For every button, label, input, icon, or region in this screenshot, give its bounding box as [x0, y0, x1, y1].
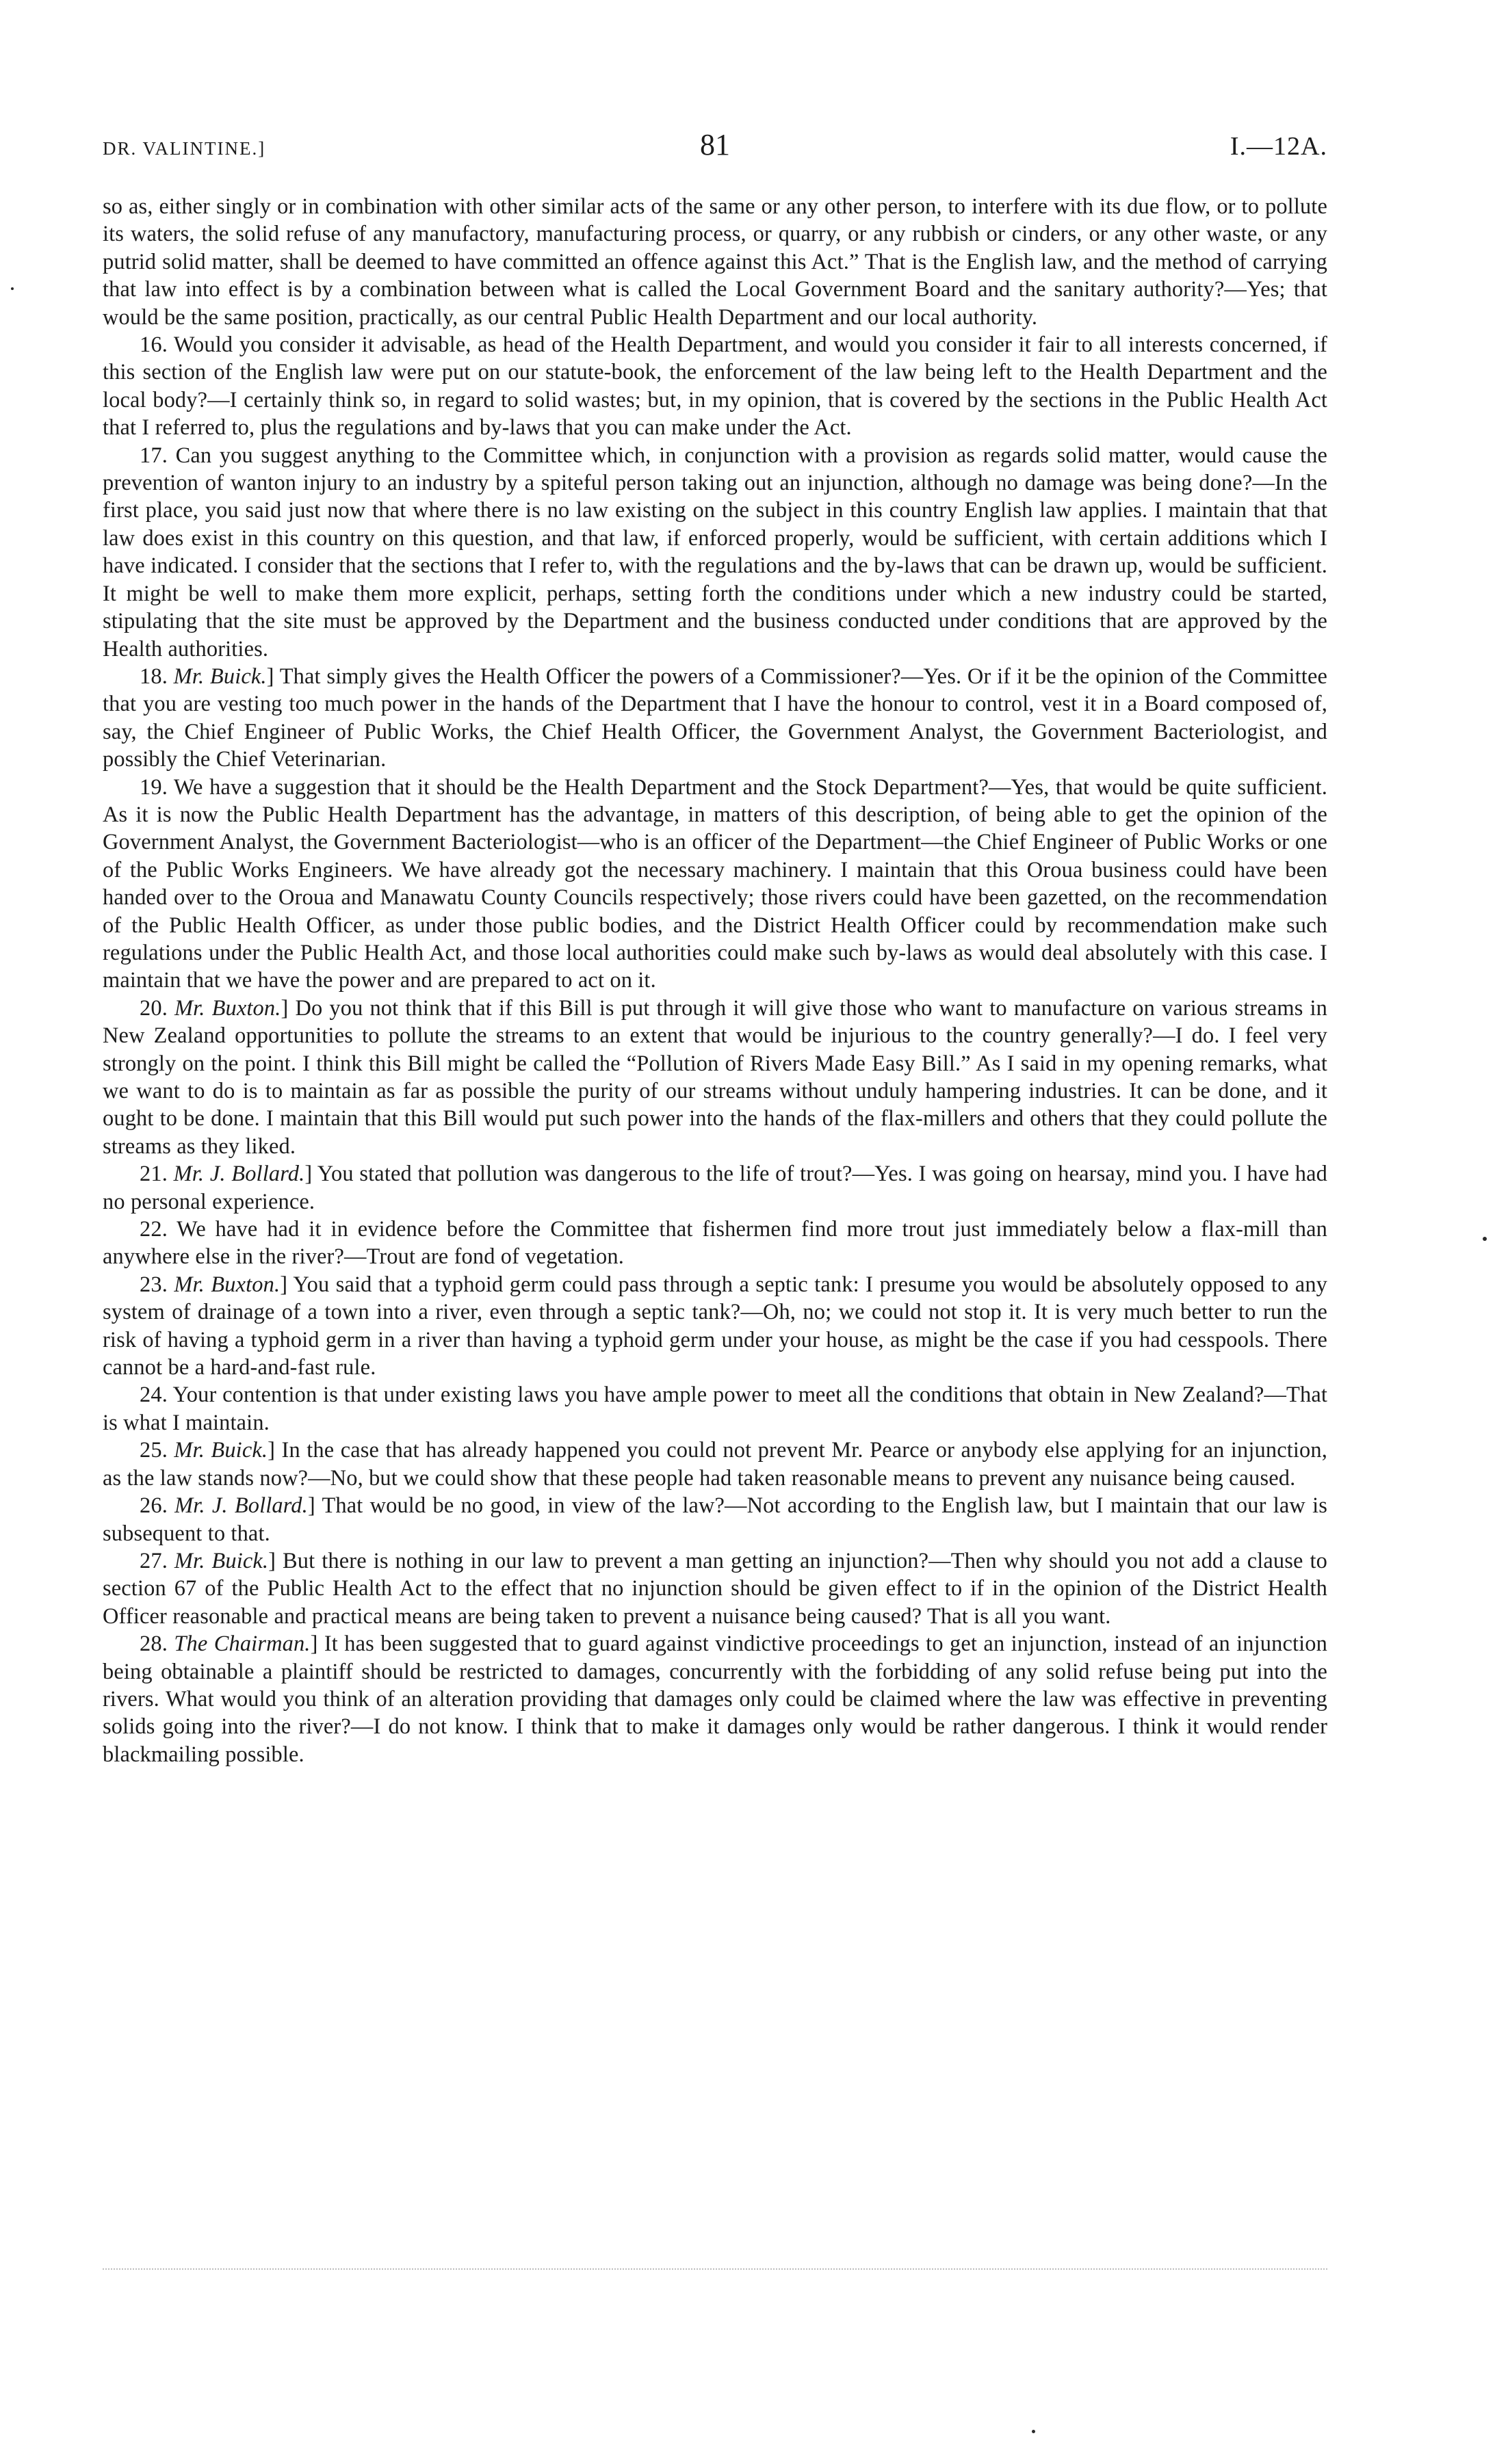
paragraph-text: 24. Your contention is that under existing laws you have ample power to meet all the conditions that obtain in New Zealand?—That is what I maintain. — [103, 1382, 1327, 1435]
paragraph-text: 16. Would you consider it advisable, as head of the Health Department, and would you consider it fair to all interests concerned, if this section of the English law were put on our statute-book, the enforcement of the law being left to the Health Department and the local body?—I certainly think so, in regard to solid wastes; but, in my opinion, that is covered by the sections in the Public Health Act that I referred to, plus the regulations and by-laws that you can make under the Act. — [103, 332, 1327, 441]
question-number: 18. — [140, 664, 168, 689]
paragraph-19 — [103, 774, 1327, 995]
speaker-name: Mr. Buick. — [174, 1438, 268, 1463]
speaker-name: Mr. J. Bollard. — [174, 1493, 308, 1519]
speaker-name: Mr. Buick. — [173, 664, 267, 689]
paragraph-text: ] Do you not think that if this Bill is put through it will give those who want to manufacture on various streams in New Zealand opportunities to pollute the streams to an extent that would be injurious to the country generally?—I do. I feel very strongly on the point. I think this Bill might be called the “Pollution of Rivers Made Easy Bill.” As I said in my opening remarks, what we want to do is to maintain as far as possible the purity of our streams without unduly hampering industries. It can be done, and it ought to be done. I maintain that this Bill would put such power into the hands of the flax-millers and others that they could pollute the streams as they liked. — [103, 995, 1328, 1159]
question-number: 28. — [140, 1631, 168, 1657]
paragraph-26 — [103, 1492, 1327, 1547]
paragraph-24 — [103, 1381, 1327, 1437]
page-number: 81 — [700, 128, 730, 161]
paragraph-16 — [103, 331, 1327, 442]
paragraph-text: ] But there is nothing in our law to prevent a man getting an injunction?—Then why should you not add a clause to section 67 of the Public Health Act to the effect that no injunction should be given effect to if in the opinion of the District Health Officer reasonable and practical means are being taken to prevent a nuisance being caused? That is all you want. — [103, 1548, 1327, 1629]
paragraph-text: ] In the case that has already happened you could not prevent Mr. Pearce or anybody else applying for an injunction, as the law stands now?—No, but we could show that these people had taken reasonable means to prevent any nuisance being caused. — [103, 1438, 1327, 1491]
paragraph-text: ] That would be no good, in view of the law?—Not according to the English law, but I maintain that our law is subsequent to that. — [103, 1493, 1328, 1546]
question-number: 27. — [140, 1548, 168, 1573]
paragraph-text: 19. We have a suggestion that it should be the Health Department and the Stock Department?—Yes, that would be quite sufficient. As it is now the Public Health Department has the advantage, in matters of this description, of being able to get the opinion of the Government Analyst, the Government Bacteriologist—who is an officer of the Department—the Chief Engineer of Public Works or one of the Public Works Engineers. We have already got the necessary machinery. I maintain that this Oroua business could have been handed over to the Oroua and Manawatu County Councils respectively; those rivers could have been gazetted, on the recommendation of the Public Health Officer, as under those public bodies, and the District Health Officer could by recommendation make such regulations under the Public Health Act, and those local authorities could make such by-laws as would deal absolutely with this case. I maintain that we have the power and are prepared to act on it. — [103, 774, 1327, 993]
paragraph-text: so as, either singly or in combination with other similar acts of the same or any other person, to interfere with its due flow, or to pollute its waters, the solid refuse of any manufactory, manufacturing process, or quarry, or any rubbish or cinders, or any other waste, or any putrid solid matter, shall be deemed to have committed an offence against this Act.” That is the English law, and the method of carrying that law into effect is by a combination between what is called the Local Government Board and the sanitary authority?—Yes; that would be the same position, practically, as our central Public Health Department and our local authority. — [103, 194, 1327, 330]
document-reference: I.—12A. — [1230, 132, 1327, 161]
paragraph-20 — [103, 995, 1327, 1160]
paragraph-text: ] That simply gives the Health Officer the powers of a Commissioner?—Yes. Or if it be the opinion of the Committee that you are vesting too much power in the hands of the Department that I have the honour to control, vest it in a Board composed of, say, the Chief Engineer of Public Works, the Chief Health Officer, the Government Analyst, the Government Bacteriologist, and possibly the Chief Veterinarian. — [103, 664, 1327, 772]
paragraph-28 — [103, 1630, 1327, 1768]
paragraph-21 — [103, 1160, 1327, 1216]
paragraph-text: ] You said that a typhoid germ could pass through a septic tank: I presume you would be absolutely opposed to any system of drainage of a town into a river, even through a septic tank?—Oh, no; we could not stop it. It is very much better to run the risk of having a typhoid germ in a river than having a typhoid germ under your house, as might be the case if you had cesspools. There cannot be a hard-and-fast rule. — [103, 1272, 1328, 1380]
paragraph-27 — [103, 1547, 1327, 1630]
speaker-name: Mr. J. Bollard. — [173, 1162, 305, 1187]
scan-speck — [11, 287, 14, 290]
paragraph-text: ] It has been suggested that to guard against vindictive proceedings to get an injunction, instead of an injunction being obtainable a plaintiff should be restricted to damages, concurrently with the forbidding of any solid refuse being put into the rivers. What would you think of an alteration providing that damages only could be claimed where the law was effective in preventing solids going into the river?—I do not know. I think that to make it damages only would be rather dangerous. I think it would render blackmailing possible. — [103, 1631, 1327, 1767]
question-number: 21. — [140, 1162, 168, 1187]
page-header — [103, 127, 1327, 168]
speaker-name: Mr. Buxton. — [174, 1272, 281, 1297]
paragraph-22 — [103, 1216, 1327, 1271]
header-witness-name: DR. VALINTINE.] — [103, 138, 266, 159]
question-number: 20. — [140, 995, 168, 1021]
question-number: 25. — [140, 1438, 168, 1463]
speaker-name: Mr. Buick. — [174, 1548, 269, 1573]
speaker-name: Mr. Buxton. — [174, 995, 281, 1021]
paragraph-23 — [103, 1271, 1327, 1382]
speaker-name: The Chairman. — [174, 1631, 311, 1657]
question-number: 26. — [140, 1493, 168, 1519]
paragraph-text: 22. We have had it in evidence before the Committee that fishermen find more trout just immediately below a flax-mill than anywhere else in the river?—Trout are fond of vegetation. — [103, 1217, 1327, 1270]
paragraph-18 — [103, 663, 1327, 774]
scan-speck — [1032, 2430, 1035, 2433]
evidence-text — [103, 193, 1327, 1768]
scan-speck — [1483, 1237, 1487, 1241]
footer-dotted-rule — [103, 2268, 1327, 2271]
paragraph-25 — [103, 1437, 1327, 1492]
paragraph-text: ] You stated that pollution was dangerous to the life of trout?—Yes. I was going on hearsay, mind you. I have had no personal experience. — [103, 1162, 1328, 1214]
question-number: 23. — [140, 1272, 168, 1297]
paragraph-17 — [103, 442, 1327, 663]
paragraph-text: 17. Can you suggest anything to the Committee which, in conjunction with a provision as regards solid matter, would cause the prevention of wanton injury to an industry by a spiteful person taking out an injunction, although no damage was being done?—In the first place, you said just now that where there is no law existing on the subject in this country English law applies. I maintain that that law does exist in this country on this question, and that law, if enforced properly, would be sufficient, with certain additions which I have indicated. I consider that the sections that I refer to, with the regulations and the by-laws that can be drawn up, would be sufficient. It might be well to make them more explicit, perhaps, setting forth the conditions under which a new industry could be started, stipulating that the site must be approved by the Department and the business conducted under conditions that are approved by the Health authorities. — [103, 443, 1327, 661]
paragraph-continuation — [103, 193, 1327, 331]
